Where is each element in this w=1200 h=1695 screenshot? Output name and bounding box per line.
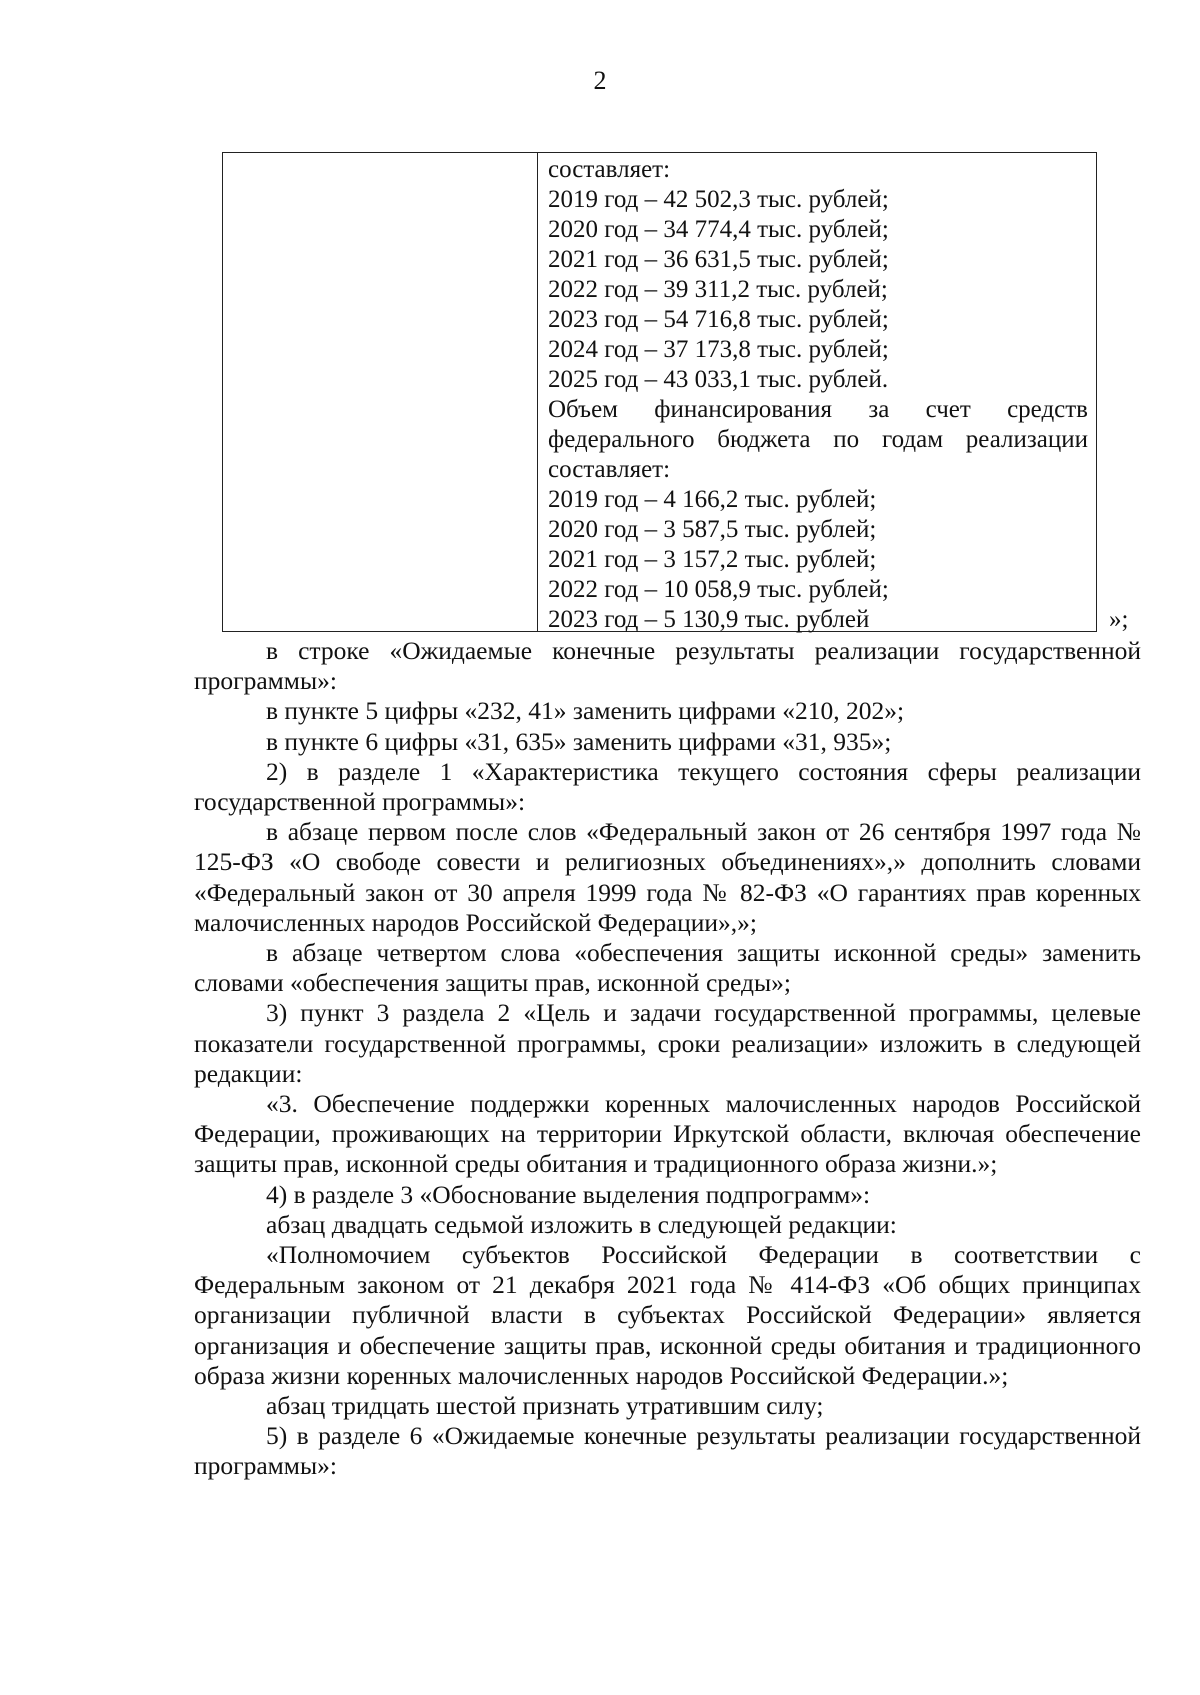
paragraph: абзац тридцать шестой признать утратившим силу;: [266, 1391, 824, 1421]
paragraph: 3) пункт 3 раздела 2 «Цель и задачи государственной программы, целевые показатели государственной программы, сроки реализации» изложить в следующей редакции:: [194, 998, 1141, 1088]
table-closing-mark: »;: [1109, 606, 1129, 633]
paragraph: «Полномочием субъектов Российской Федерации в соответствии с Федеральным законом от 21 декабря 2021 года № 414-ФЗ «Об общих принципах организации публичной власти в субъектах Российской Федерации» является организация и обеспечение защиты прав, исконной среды обитания и традиционного образа жизни коренных малочисленных народов Российской Федерации.»;: [194, 1240, 1141, 1390]
financing-table: [222, 152, 1097, 632]
paragraph: 5) в разделе 6 «Ожидаемые конечные результаты реализации государственной программы»:: [194, 1421, 1141, 1481]
table-line: 2021 год – 3 157,2 тыс. рублей;: [548, 546, 877, 573]
paragraph: 2) в разделе 1 «Характеристика текущего состояния сферы реализации государственной программы»:: [194, 756, 1141, 817]
paragraph: абзац двадцать седьмой изложить в следующей редакции:: [266, 1209, 897, 1239]
page-number: 2: [593, 66, 607, 95]
table-line: составляет:: [548, 456, 671, 483]
paragraph: в пункте 6 цифры «31, 635» заменить цифрами «31, 935»;: [266, 726, 892, 756]
table-line: 2022 год – 10 058,9 тыс. рублей;: [548, 576, 889, 603]
document-body: [194, 636, 1141, 1482]
table-line: составляет:: [548, 156, 671, 183]
table-line: 2024 год – 37 173,8 тыс. рублей;: [548, 336, 889, 363]
paragraph: в абзаце первом после слов «Федеральный закон от 26 сентября 1997 года № 125-ФЗ «О свободе совести и религиозных объединениях»,» дополнить словами «Федеральный закон от 30 апреля 1999 года № 82-ФЗ «О гарантиях прав коренных малочисленных народов Российской Федерации»,»;: [194, 817, 1141, 937]
paragraph: «3. Обеспечение поддержки коренных малочисленных народов Российской Федерации, проживающих на территории Иркутской области, включая обеспечение защиты прав, исконной среды обитания и традиционного образа жизни.»;: [194, 1089, 1141, 1179]
table-line: 2021 год – 36 631,5 тыс. рублей;: [548, 246, 889, 273]
table-line: федерального бюджета по годам реализации: [548, 426, 1088, 453]
table-line: 2023 год – 5 130,9 тыс. рублей: [548, 606, 870, 633]
table-right-cell: [548, 155, 1088, 635]
paragraph: в пункте 5 цифры «232, 41» заменить цифрами «210, 202»;: [266, 696, 905, 726]
paragraph: 4) в разделе 3 «Обоснование выделения подпрограмм»:: [266, 1179, 871, 1209]
table-line: 2025 год – 43 033,1 тыс. рублей.: [548, 366, 889, 393]
table-line: Объем финансирования за счет средств: [548, 396, 1088, 423]
paragraph: в абзаце четвертом слова «обеспечения защиты исконной среды» заменить словами «обеспечения защиты прав, исконной среды»;: [194, 938, 1141, 998]
table-line: 2019 год – 42 502,3 тыс. рублей;: [548, 186, 889, 213]
table-line: 2019 год – 4 166,2 тыс. рублей;: [548, 486, 877, 513]
table-line: 2020 год – 34 774,4 тыс. рублей;: [548, 216, 889, 243]
table-column-divider: [537, 153, 538, 631]
table-line: 2020 год – 3 587,5 тыс. рублей;: [548, 516, 877, 543]
paragraph: в строке «Ожидаемые конечные результаты реализации государственной программы»:: [194, 636, 1141, 696]
table-line: 2023 год – 54 716,8 тыс. рублей;: [548, 306, 889, 333]
table-line: 2022 год – 39 311,2 тыс. рублей;: [548, 276, 888, 303]
